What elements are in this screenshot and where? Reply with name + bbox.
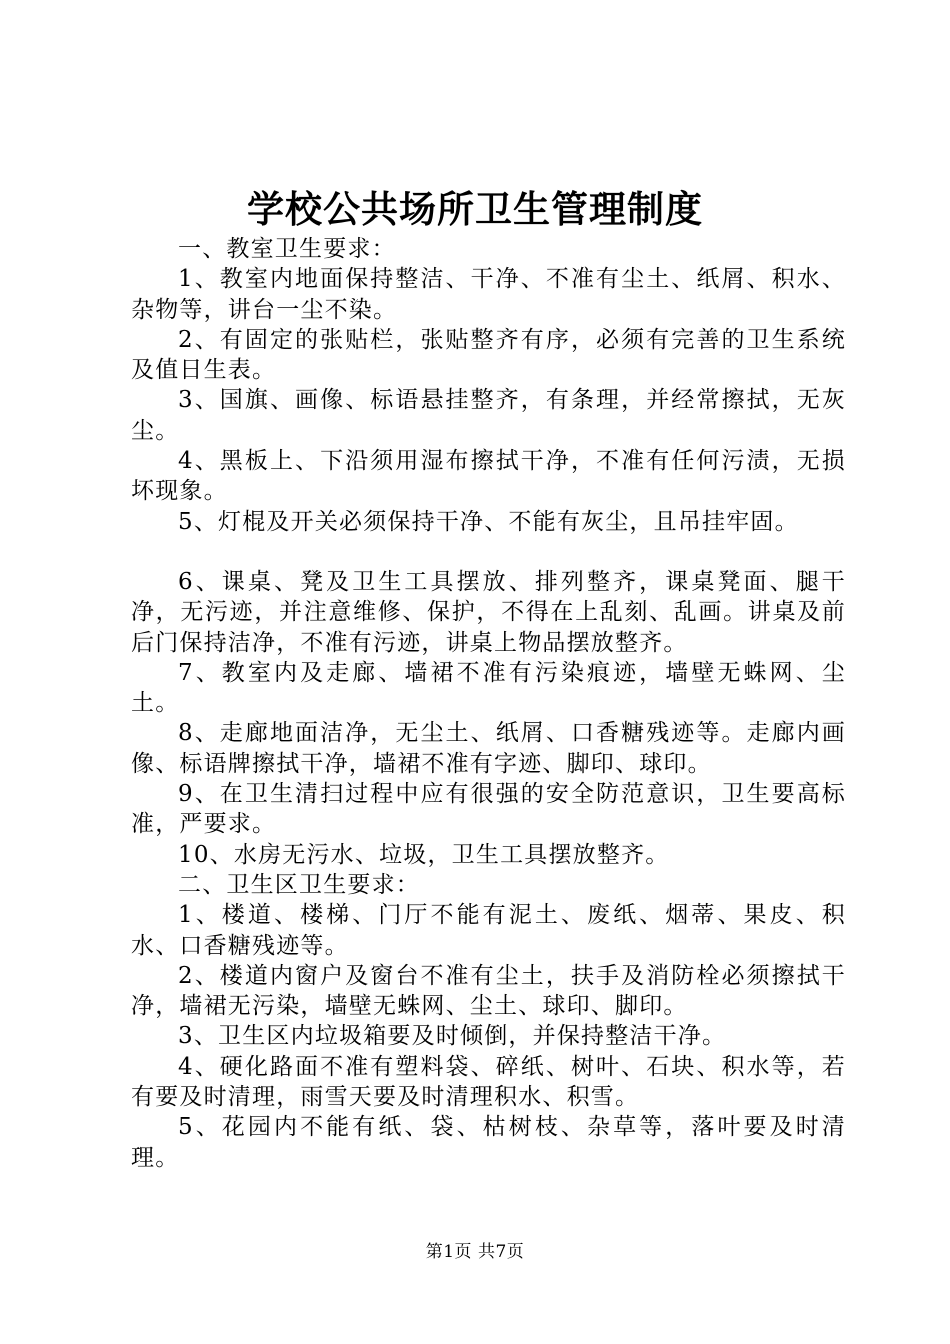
paragraph: 2、有固定的张贴栏，张贴整齐有序，必须有完善的卫生系统及值日生表。	[131, 326, 846, 384]
paragraph: 5、花园内不能有纸、袋、枯树枝、杂草等，落叶要及时清理。	[131, 1114, 846, 1171]
paragraph: 3、国旗、画像、标语悬挂整齐，有条理，并经常擦拭，无灰尘。	[131, 387, 846, 444]
paragraph: 6、课桌、凳及卫生工具摆放、排列整齐，课桌凳面、腿干净，无污迹，并注意维修、保护，不得在上乱刻、乱画。讲桌及前后门保持洁净，不准有污迹，讲桌上物品摆放整齐。	[131, 568, 846, 656]
paragraph: 3、卫生区内垃圾箱要及时倾倒，并保持整洁干净。	[178, 1023, 727, 1050]
section-heading-classroom: 一、教室卫生要求：	[178, 236, 396, 262]
paragraph: 5、灯棍及开关必须保持干净、不能有灰尘，且吊挂牢固。	[178, 508, 799, 535]
blank-line	[131, 537, 846, 567]
paragraph: 2、楼道内窗户及窗台不准有尘土，扶手及消防栓必须擦拭干净，墙裙无污染，墙壁无蛛网、尘土、球印、脚印。	[131, 962, 846, 1020]
paragraph: 4、黑板上、下沿须用湿布擦拭干净，不准有任何污渍，无损坏现象。	[131, 448, 846, 505]
paragraph: 8、走廊地面洁净，无尘土、纸屑、口香糖残迹等。走廊内画像、标语牌擦拭干净，墙裙不准有字迹、脚印、球印。	[131, 720, 846, 777]
paragraph: 4、硬化路面不准有塑料袋、碎纸、树叶、石块、积水等，若有要及时清理，雨雪天要及时清理积水、积雪。	[131, 1053, 846, 1111]
paragraph: 7、教室内及走廊、墙裙不准有污染痕迹，墙壁无蛛网、尘土。	[131, 659, 846, 717]
paragraph: 10、水房无污水、垃圾，卫生工具摆放整齐。	[178, 841, 670, 868]
section-heading-sanitation-area: 二、卫生区卫生要求：	[178, 871, 420, 898]
paragraph: 1、楼道、楼梯、门厅不能有泥土、废纸、烟蒂、果皮、积水、口香糖残迹等。	[131, 902, 846, 959]
paragraph: 1、教室内地面保持整洁、干净、不准有尘土、纸屑、积水、杂物等，讲台一尘不染。	[131, 266, 846, 323]
document-body	[131, 234, 846, 1173]
page-footer: 第1页 共7页	[425, 1242, 525, 1262]
paragraph: 9、在卫生清扫过程中应有很强的安全防范意识，卫生要高标准，严要求。	[131, 781, 846, 838]
document-title: 学校公共场所卫生管理制度	[247, 187, 703, 231]
